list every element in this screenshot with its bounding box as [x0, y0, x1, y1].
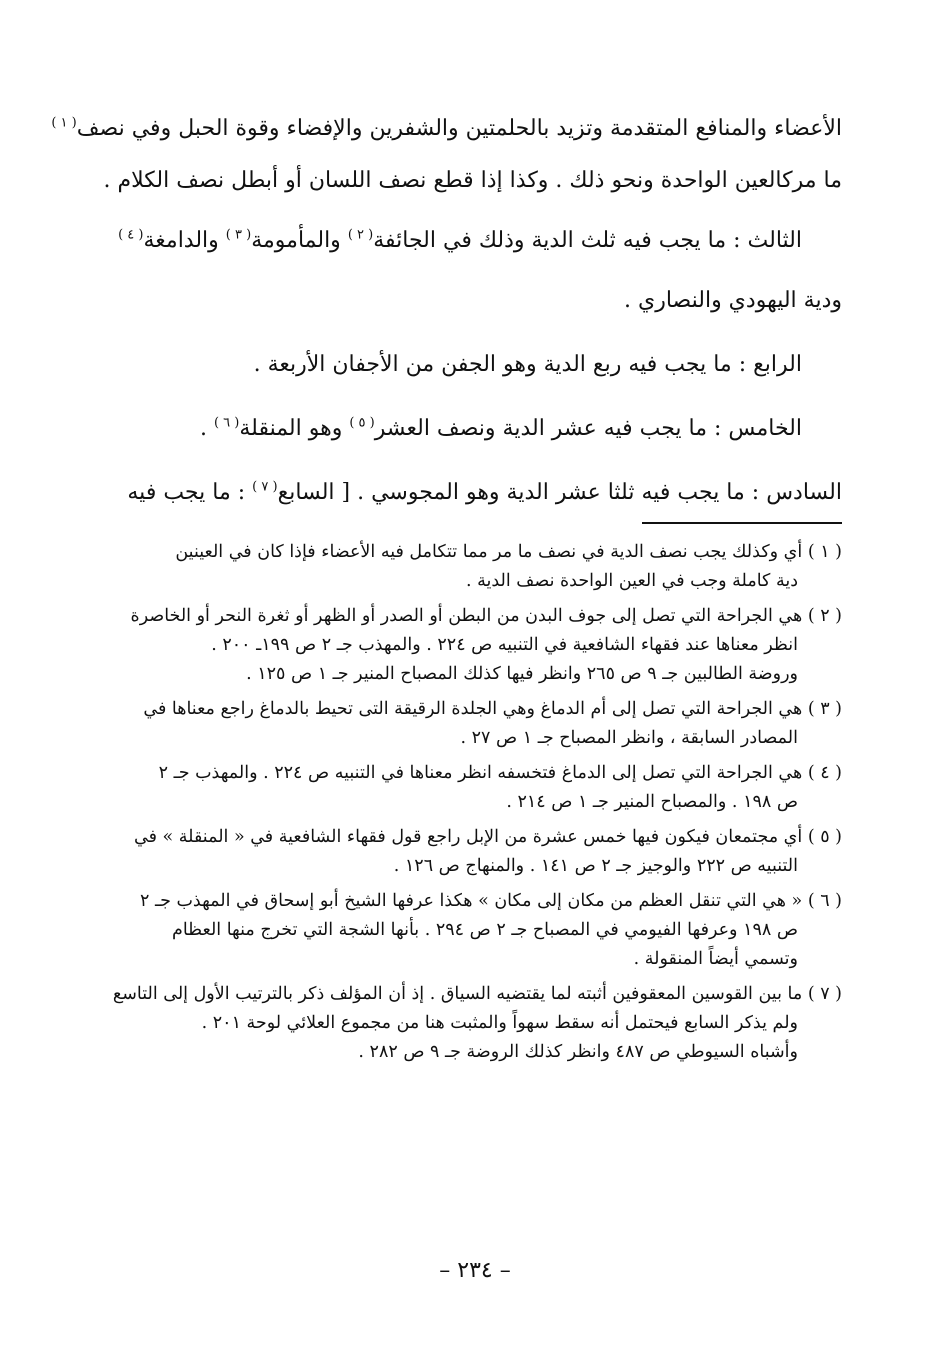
- footnote-marker: ( ١ ): [51, 115, 77, 131]
- footnote-marker: ( ٤ ): [118, 227, 144, 243]
- footnote-line: ( ٥ ) أي مجتمعان فيكون فيها خمس عشرة من الإبل راجع قول فقهاء الشافعية في « المنقلة » في: [133, 827, 842, 847]
- footnote-line: ( ٤ ) هي الجراحة التي تصل إلى الدماغ فتخسفه انظر معناها في التنبيه ص ٢٢٤ . والمهذب جـ ٢: [158, 763, 842, 783]
- text-line: ما مركالعين الواحدة ونحو ذلك . وكذا إذا قطع نصف اللسان أو أبطل نصف الكلام .: [103, 168, 842, 193]
- footnote-line: وروضة الطالبين جـ ٩ ص ٢٦٥ وانظر فيها كذلك المصباح المنير جـ ١ ص ١٢٥ .: [246, 664, 798, 684]
- footnote-number: ( ٦ ): [807, 891, 842, 911]
- footnote: [100, 695, 842, 753]
- footnote: [100, 538, 842, 596]
- footnote-line: ص ١٩٨ وعرفها الفيومي في المصباح جـ ٢ ص ٢٩٤ . بأنها الشجة التي تخرج منها العظام: [171, 920, 798, 940]
- text-line: السادس : ما يجب فيه ثلثا عشر الدية وهو المجوسي . [ السابع$^{( ٧ )}$ : ما يجب فيه: [127, 479, 842, 505]
- footnote: [100, 823, 842, 881]
- footnote-line: ( ٧ ) ما بين القوسين المعقوفين أثبته لما يقتضيه السياق . إذ أن المؤلف ذكر بالترتيب الأول إلى التاسع: [112, 984, 842, 1004]
- footnote-marker: ( ٢ ): [347, 227, 374, 243]
- footnote-line: ص ١٩٨ . والمصباح المنير جـ ١ ص ٢١٤ .: [506, 792, 798, 812]
- footnote: [100, 980, 842, 1067]
- footnote: [100, 887, 842, 974]
- footnote-line: وتسمي أيضاً المنقولة .: [633, 949, 798, 969]
- footnote-marker: ( ٦ ): [213, 415, 240, 431]
- footnote-line: ( ٣ ) هي الجراحة التي تصل إلى أم الدماغ وهي الجلدة الرقيقة التى تحيط بالدماغ راجع معناها في: [143, 699, 842, 719]
- text-line: ودية اليهودي والنصاري .: [624, 288, 842, 313]
- footnote-line: ( ١ ) أي وكذلك يجب نصف الدية في نصف ما مر مما تتكامل فيه الأعضاء فإذا كان في العينين: [175, 542, 842, 562]
- footnote-number: ( ٢ ): [807, 606, 842, 626]
- footnote-line: المصادر السابقة ، وانظر المصباح جـ ١ ص ٢٧ .: [460, 728, 798, 748]
- text-line: الثالث : ما يجب فيه ثلث الدية وذلك في الجائفة$^{( ٢ )}$ والمأمومة$^{( ٣ )}$ والدامغة$^{( ٤ )}$: [118, 227, 802, 253]
- main-text: [51, 100, 842, 508]
- footnote-separator: [642, 522, 842, 524]
- footnote-line: ( ٦ ) « هي التي تنقل العظم من مكان إلى مكان » هكذا عرفها الشيخ أبو إسحاق في المهذب جـ ٢: [139, 891, 842, 911]
- footnote-marker: ( ٣ ): [225, 227, 252, 243]
- footnote-number: ( ٧ ): [807, 984, 842, 1004]
- footnote-number: ( ٣ ): [807, 699, 842, 719]
- text-line: الخامس : ما يجب فيه عشر الدية ونصف العشر$^{( ٥ )}$ وهو المنقلة$^{( ٦ )}$ .: [199, 415, 802, 441]
- footnote-marker: ( ٧ ): [252, 479, 278, 495]
- footnote-number: ( ٤ ): [807, 763, 842, 783]
- text-line: الرابع : ما يجب فيه ربع الدية وهو الجفن من الأجفان الأربعة .: [253, 352, 802, 377]
- footnote-line: ولم يذكر السابع فيحتمل أنه سقط سهواً والمثبت هنا من مجموع العلائي لوحة ٢٠١ .: [201, 1013, 798, 1033]
- footnote: [100, 602, 842, 689]
- footnote: [100, 759, 842, 817]
- footnotes: [100, 538, 842, 1073]
- footnote-number: ( ٥ ): [807, 827, 842, 847]
- footnote-number: ( ١ ): [807, 542, 842, 562]
- footnote-line: انظر معناها عند فقهاء الشافعية في التنبيه ص ٢٢٤ . والمهذب جـ ٢ ص ١٩٩ـ ٢٠٠ .: [211, 635, 798, 655]
- footnote-line: ( ٢ ) هي الجراحة التي تصل إلى جوف البدن من البطن أو الصدر أو الظهر أو ثغرة النحر أو الخاصرة: [130, 606, 842, 626]
- footnote-line: وأشباه السيوطي ص ٤٨٧ وانظر كذلك الروضة جـ ٩ ص ٢٨٢ .: [358, 1042, 798, 1062]
- footnote-line: دية كاملة وجب في العين الواحدة نصف الدية .: [465, 571, 798, 591]
- footnote-marker: ( ٥ ): [349, 415, 375, 431]
- page-number: – ٢٣٤ –: [439, 1258, 511, 1283]
- footnote-line: التنبيه ص ٢٢٢ والوجيز جـ ٢ ص ١٤١ . والمنهاج ص ١٢٦ .: [393, 856, 798, 876]
- text-line: الأعضاء والمنافع المتقدمة وتزيد بالحلمتين والشفرين والإفضاء وقوة الحبل وفي نصف$^{( ١ )}$: [51, 115, 842, 141]
